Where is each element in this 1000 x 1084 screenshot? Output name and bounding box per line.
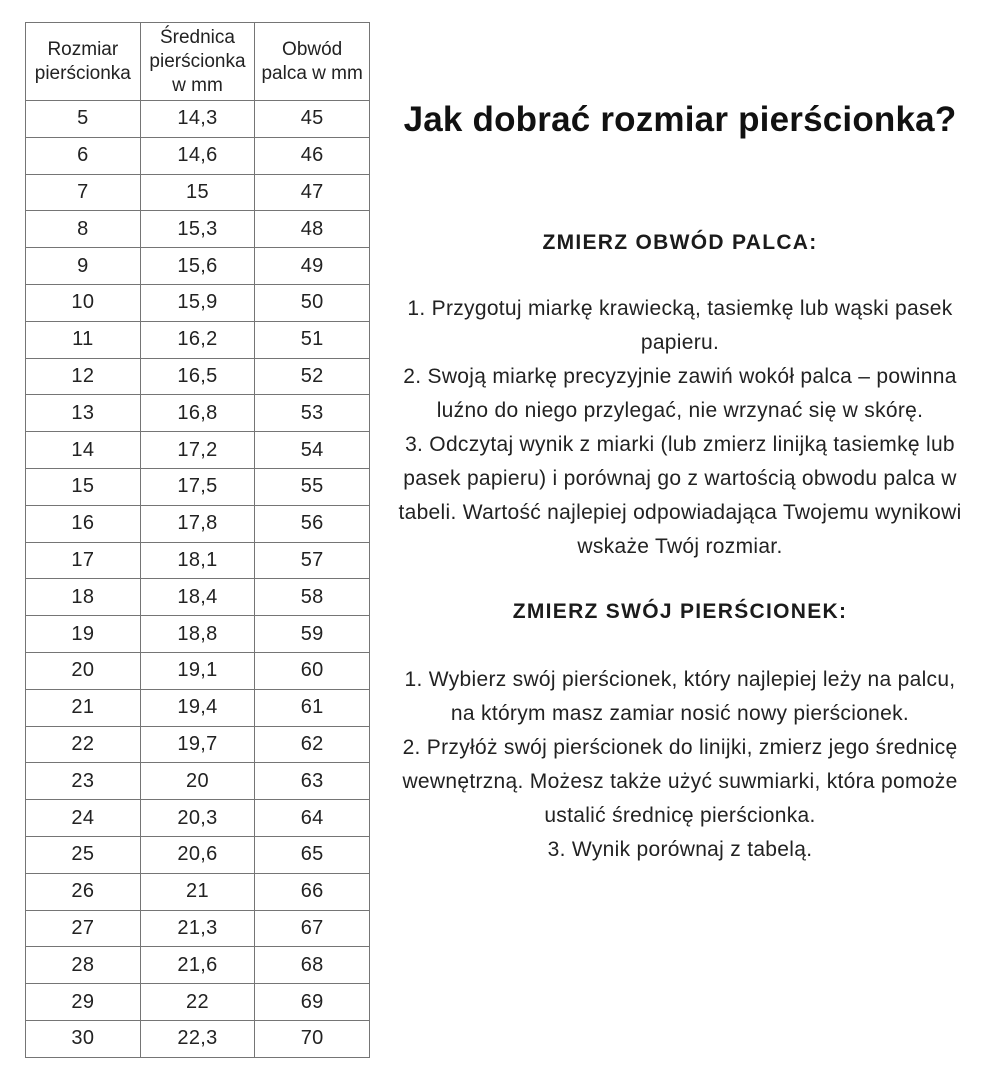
table-cell: 29 [26, 984, 141, 1021]
instruction-item: 2. Przyłóż swój pierścionek do linijki, zmierz jego średnicę wewnętrzną. Możesz także użyć suwmiarki, która pomoże ustalić średnicę pierścionka. [402, 736, 958, 827]
table-cell: 68 [255, 947, 370, 984]
instruction-item: 3. Odczytaj wynik z miarki (lub zmierz linijką tasiemkę lub pasek papieru) i porównaj go z wartością obwodu palca w tabeli. Wartość najlepiej odpowiadająca Twojemu wynikowi wskaże Twój rozmiar. [398, 433, 962, 558]
instruction-item: 2. Swoją miarkę precyzyjnie zawiń wokół palca – powinna luźno do niego przylegać, nie wrzynać się w skórę. [403, 365, 957, 422]
table-cell: 64 [255, 800, 370, 837]
table-cell: 15 [140, 174, 255, 211]
table-cell: 10 [26, 284, 141, 321]
table-cell: 54 [255, 432, 370, 469]
table-cell: 25 [26, 836, 141, 873]
table-cell: 66 [255, 873, 370, 910]
table-row [26, 652, 370, 689]
ring-size-table-grid [25, 22, 370, 1058]
table-row [26, 689, 370, 726]
table-cell: 30 [26, 1020, 141, 1057]
table-cell: 12 [26, 358, 141, 395]
instruction-item: 3. Wynik porównaj z tabelą. [547, 838, 813, 861]
table-cell: 20 [26, 652, 141, 689]
table-cell: 57 [255, 542, 370, 579]
table-cell: 69 [255, 984, 370, 1021]
table-cell: 15,3 [140, 211, 255, 248]
table-cell: 6 [26, 137, 141, 174]
table-cell: 21,3 [140, 910, 255, 947]
table-cell: 20 [140, 763, 255, 800]
ring-size-table-body [26, 101, 370, 1058]
instruction-item: 1. Przygotuj miarkę krawiecką, tasiemkę lub wąski pasek papieru. [407, 297, 953, 354]
table-cell: 16,5 [140, 358, 255, 395]
table-cell: 8 [26, 211, 141, 248]
table-cell: 21 [26, 689, 141, 726]
table-cell: 15 [26, 468, 141, 505]
table-row [26, 542, 370, 579]
table-cell: 16 [26, 505, 141, 542]
table-row [26, 836, 370, 873]
column-header-circumference: Obwód palca w mm [255, 23, 370, 101]
table-cell: 18,1 [140, 542, 255, 579]
table-cell: 62 [255, 726, 370, 763]
table-cell: 56 [255, 505, 370, 542]
table-cell: 21 [140, 873, 255, 910]
table-cell: 26 [26, 873, 141, 910]
table-cell: 22,3 [140, 1020, 255, 1057]
table-row [26, 763, 370, 800]
table-header-row [26, 23, 370, 101]
table-cell: 14,3 [140, 101, 255, 138]
table-row [26, 726, 370, 763]
table-row [26, 211, 370, 248]
table-row [26, 468, 370, 505]
table-cell: 19,7 [140, 726, 255, 763]
table-cell: 46 [255, 137, 370, 174]
table-row [26, 873, 370, 910]
table-cell: 18,8 [140, 616, 255, 653]
table-cell: 14,6 [140, 137, 255, 174]
table-cell: 16,8 [140, 395, 255, 432]
table-cell: 50 [255, 284, 370, 321]
table-cell: 11 [26, 321, 141, 358]
ring-size-table-head [26, 23, 370, 101]
table-cell: 70 [255, 1020, 370, 1057]
table-row [26, 395, 370, 432]
instructions-column [395, 0, 965, 867]
table-cell: 59 [255, 616, 370, 653]
table-row [26, 248, 370, 285]
table-cell: 19,1 [140, 652, 255, 689]
table-cell: 23 [26, 763, 141, 800]
table-row [26, 432, 370, 469]
table-cell: 45 [255, 101, 370, 138]
table-cell: 60 [255, 652, 370, 689]
table-cell: 48 [255, 211, 370, 248]
table-cell: 20,3 [140, 800, 255, 837]
instructions-measure-ring [395, 663, 965, 867]
table-row [26, 358, 370, 395]
table-cell: 21,6 [140, 947, 255, 984]
table-cell: 58 [255, 579, 370, 616]
table-cell: 63 [255, 763, 370, 800]
table-row [26, 984, 370, 1021]
section-heading-measure-finger: ZMIERZ OBWÓD PALCA: [542, 231, 818, 254]
table-cell: 9 [26, 248, 141, 285]
table-cell: 28 [26, 947, 141, 984]
table-cell: 65 [255, 836, 370, 873]
table-cell: 19,4 [140, 689, 255, 726]
table-row [26, 616, 370, 653]
table-row [26, 1020, 370, 1057]
table-row [26, 321, 370, 358]
table-row [26, 284, 370, 321]
instruction-item: 1. Wybierz swój pierścionek, który najlepiej leży na palcu, na którym masz zamiar nosić nowy pierścionek. [404, 668, 956, 725]
table-cell: 7 [26, 174, 141, 211]
table-cell: 67 [255, 910, 370, 947]
table-cell: 15,6 [140, 248, 255, 285]
ring-size-table [25, 22, 370, 1058]
table-cell: 47 [255, 174, 370, 211]
table-row [26, 137, 370, 174]
table-row [26, 910, 370, 947]
table-cell: 16,2 [140, 321, 255, 358]
table-cell: 51 [255, 321, 370, 358]
table-cell: 17,2 [140, 432, 255, 469]
table-cell: 18 [26, 579, 141, 616]
column-header-ring-size: Rozmiar pierścionka [26, 23, 141, 101]
table-row [26, 579, 370, 616]
table-cell: 52 [255, 358, 370, 395]
instructions-measure-finger [395, 292, 965, 564]
table-cell: 13 [26, 395, 141, 432]
table-cell: 49 [255, 248, 370, 285]
table-cell: 18,4 [140, 579, 255, 616]
table-row [26, 505, 370, 542]
table-row [26, 800, 370, 837]
table-cell: 5 [26, 101, 141, 138]
table-cell: 17 [26, 542, 141, 579]
table-row [26, 947, 370, 984]
table-cell: 61 [255, 689, 370, 726]
table-cell: 17,5 [140, 468, 255, 505]
table-cell: 22 [26, 726, 141, 763]
table-cell: 19 [26, 616, 141, 653]
section-heading-measure-ring: ZMIERZ SWÓJ PIERŚCIONEK: [512, 600, 848, 623]
table-cell: 15,9 [140, 284, 255, 321]
table-cell: 22 [140, 984, 255, 1021]
table-cell: 24 [26, 800, 141, 837]
table-cell: 20,6 [140, 836, 255, 873]
column-header-diameter: Średnica pierścionka w mm [140, 23, 255, 101]
table-row [26, 174, 370, 211]
table-cell: 14 [26, 432, 141, 469]
table-cell: 27 [26, 910, 141, 947]
table-cell: 55 [255, 468, 370, 505]
table-row [26, 101, 370, 138]
table-cell: 53 [255, 395, 370, 432]
table-cell: 17,8 [140, 505, 255, 542]
page-title: Jak dobrać rozmiar pierścionka? [403, 100, 957, 139]
